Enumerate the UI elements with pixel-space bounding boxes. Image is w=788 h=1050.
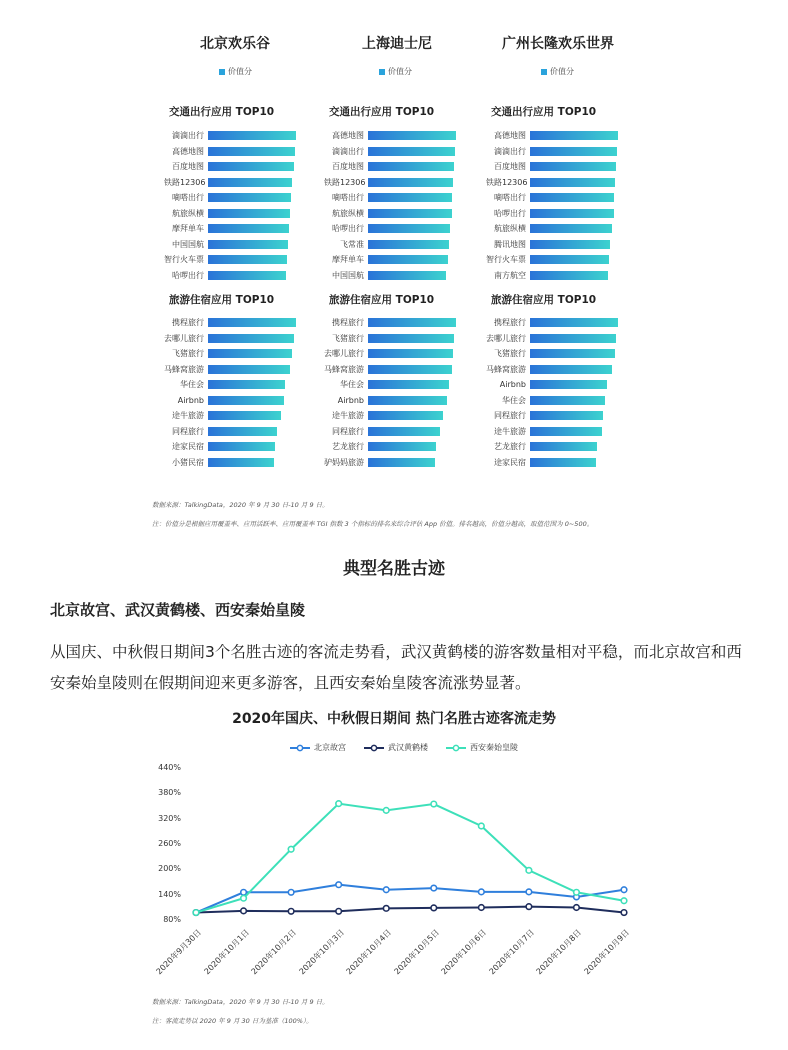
ranking-label: 百度地图: [332, 162, 364, 171]
ranking-label: 航旅纵横: [172, 208, 204, 218]
legend-label: 价值分: [388, 67, 412, 76]
data-point: [621, 887, 627, 893]
y-tick-label: 260%: [158, 839, 181, 848]
x-tick-label: 2020年9月30日: [154, 927, 204, 977]
ranking-label: 南方航空: [494, 270, 526, 280]
data-point: [288, 846, 294, 852]
ranking-label: 途家民宿: [494, 457, 526, 467]
ranking-label: 途牛旅游: [332, 411, 364, 420]
chart-title: 2020年国庆、中秋假日期间 热门名胜古迹客流走势: [232, 711, 556, 727]
ranking-label: 嘀嗒出行: [172, 193, 204, 202]
ranking-label: 飞猪旅行: [332, 333, 364, 343]
data-point: [431, 905, 437, 911]
x-tick-label: 2020年10月9日: [582, 927, 632, 977]
legend-label: 西安秦始皇陵: [470, 743, 518, 752]
value-score-note: 注：价值分是根据应用覆盖率、应用活跃率、应用覆盖率 TGI 指数 3 个指标的排名来综合评估 App 价值。排名越高，价值分越高，取值范围为 0~500。: [152, 520, 594, 528]
ranking-label: 铁路12306: [164, 177, 206, 187]
ranking-label: 去哪儿旅行: [324, 349, 364, 358]
data-point: [526, 868, 532, 874]
ranking-section-title: 交通出行应用 TOP10: [329, 106, 435, 118]
series-line: [196, 804, 624, 913]
data-point: [431, 801, 437, 807]
ranking-label: 同程旅行: [494, 411, 526, 420]
legend-label: 价值分: [550, 67, 574, 76]
data-point: [336, 801, 342, 807]
y-tick-label: 440%: [158, 763, 181, 772]
ranking-label: 铁路12306: [324, 177, 366, 187]
ranking-label: 飞常准: [340, 239, 364, 249]
ranking-label: 华住会: [340, 380, 364, 389]
park-title: 北京欢乐谷: [200, 36, 270, 52]
y-tick-label: 380%: [158, 788, 181, 798]
ranking-label: 百度地图: [172, 162, 204, 171]
ranking-label: 途牛旅游: [172, 411, 204, 420]
x-tick-label: 2020年10月6日: [439, 927, 489, 977]
ranking-label: 同程旅行: [172, 426, 204, 436]
ranking-label: 嘀嗒出行: [332, 193, 364, 202]
data-point: [526, 889, 532, 895]
ranking-label: 艺龙旅行: [332, 442, 364, 451]
park-title: 上海迪士尼: [362, 36, 432, 52]
data-point: [574, 905, 580, 911]
x-tick-label: 2020年10月3日: [297, 927, 346, 977]
chart-source-note: 数据来源：TalkingData，2020 年 9 月 30 日-10 月 9 日。: [152, 998, 329, 1006]
ranking-label: 携程旅行: [494, 318, 526, 327]
ranking-label: 飞猪旅行: [494, 349, 526, 358]
legend-label: 价值分: [228, 67, 252, 76]
ranking-label: 飞猪旅行: [172, 349, 204, 358]
data-point: [621, 898, 627, 904]
y-tick-label: 140%: [158, 889, 181, 899]
ranking-label: Airbnb: [337, 395, 364, 405]
data-point: [621, 910, 627, 916]
data-point: [479, 823, 485, 829]
ranking-label: 摩拜单车: [332, 255, 364, 264]
section-title: 典型名胜古迹: [343, 559, 445, 579]
paragraph: 从国庆、中秋假日期间3个名胜古迹的客流走势看，武汉黄鹤楼的游客数量相对平稳，而北京故宫和西安秦始皇陵则在假期间迎来更多游客，且西安秦始皇陵客流涨势显著。: [50, 643, 742, 692]
data-point: [288, 889, 294, 895]
ranking-section-title: 交通出行应用 TOP10: [169, 106, 275, 118]
ranking-label: 哈啰出行: [332, 224, 364, 233]
ranking-label: 途牛旅游: [494, 426, 526, 436]
x-tick-label: 2020年10月7日: [487, 927, 536, 977]
ranking-label: 同程旅行: [332, 426, 364, 436]
ranking-label: 驴妈妈旅游: [324, 457, 364, 467]
ranking-label: 航旅纵横: [332, 208, 364, 218]
y-tick-label: 320%: [158, 813, 181, 823]
ranking-label: 中国国航: [172, 239, 204, 249]
ranking-label: 高德地图: [332, 131, 364, 140]
x-tick-label: 2020年10月8日: [534, 927, 584, 977]
x-tick-label: 2020年10月5日: [392, 927, 441, 977]
y-tick-label: 80%: [163, 915, 181, 924]
x-tick-label: 2020年10月4日: [344, 927, 394, 977]
ranking-label: 高德地图: [494, 131, 526, 140]
data-point: [479, 889, 485, 895]
data-point: [288, 908, 294, 914]
ranking-label: Airbnb: [499, 380, 526, 389]
ranking-label: 去哪儿旅行: [486, 333, 526, 343]
data-point: [241, 895, 247, 901]
ranking-label: 高德地图: [172, 146, 204, 156]
ranking-label: 艺龙旅行: [494, 442, 526, 451]
data-point: [526, 904, 532, 910]
data-point: [336, 882, 342, 888]
ranking-label: 腾讯地图: [494, 239, 526, 249]
ranking-label: 铁路12306: [486, 177, 528, 187]
ranking-label: 去哪儿旅行: [164, 333, 204, 343]
data-point: [383, 906, 389, 912]
ranking-label: 中国国航: [332, 270, 364, 280]
ranking-label: 携程旅行: [332, 318, 364, 327]
ranking-label: 滴滴出行: [494, 146, 526, 156]
subsection-title: 北京故宫、武汉黄鹤楼、西安秦始皇陵: [50, 601, 306, 619]
park-title: 广州长隆欢乐世界: [502, 36, 614, 52]
data-point: [383, 887, 389, 893]
series-line: [196, 907, 624, 913]
data-point: [241, 889, 247, 895]
data-point: [383, 808, 389, 814]
ranking-label: 嘀嗒出行: [494, 193, 526, 202]
ranking-label: 马蜂窝旅游: [164, 364, 204, 374]
ranking-label: 滴滴出行: [332, 146, 364, 156]
data-point: [479, 905, 485, 911]
legend-label: 武汉黄鹤楼: [388, 743, 428, 752]
chart-baseline-note: 注：客流走势以 2020 年 9 月 30 日为基准（100%）。: [152, 1017, 313, 1025]
data-point: [336, 908, 342, 914]
x-tick-label: 2020年10月2日: [249, 927, 299, 977]
ranking-label: 途家民宿: [172, 442, 204, 451]
ranking-section-title: 旅游住宿应用 TOP10: [491, 294, 597, 306]
legend-label: 北京故宫: [314, 743, 346, 752]
data-point: [241, 908, 247, 914]
ranking-label: 智行火车票: [164, 255, 204, 264]
data-point: [574, 889, 580, 895]
ranking-label: 滴滴出行: [172, 131, 204, 140]
ranking-section-title: 交通出行应用 TOP10: [491, 106, 597, 118]
ranking-label: 马蜂窝旅游: [486, 364, 526, 374]
ranking-label: 哈啰出行: [494, 208, 526, 218]
ranking-label: 航旅纵横: [494, 224, 526, 233]
ranking-label: 智行火车票: [486, 255, 526, 264]
ranking-label: 马蜂窝旅游: [324, 364, 364, 374]
ranking-section-title: 旅游住宿应用 TOP10: [329, 294, 435, 306]
ranking-label: 摩拜单车: [172, 224, 204, 233]
x-tick-label: 2020年10月1日: [202, 927, 251, 977]
data-point: [431, 885, 437, 891]
ranking-label: 华住会: [180, 380, 204, 389]
ranking-label: 哈啰出行: [172, 270, 204, 280]
ranking-label: Airbnb: [177, 395, 204, 405]
ranking-label: 百度地图: [494, 162, 526, 171]
ranking-label: 携程旅行: [172, 318, 204, 327]
y-tick-label: 200%: [158, 864, 181, 874]
ranking-section-title: 旅游住宿应用 TOP10: [169, 294, 275, 306]
ranking-label: 小猪民宿: [172, 457, 204, 467]
ranking-label: 华住会: [502, 395, 526, 405]
data-point: [193, 910, 199, 916]
source-note: 数据来源：TalkingData，2020 年 9 月 30 日-10 月 9 日。: [152, 501, 329, 509]
